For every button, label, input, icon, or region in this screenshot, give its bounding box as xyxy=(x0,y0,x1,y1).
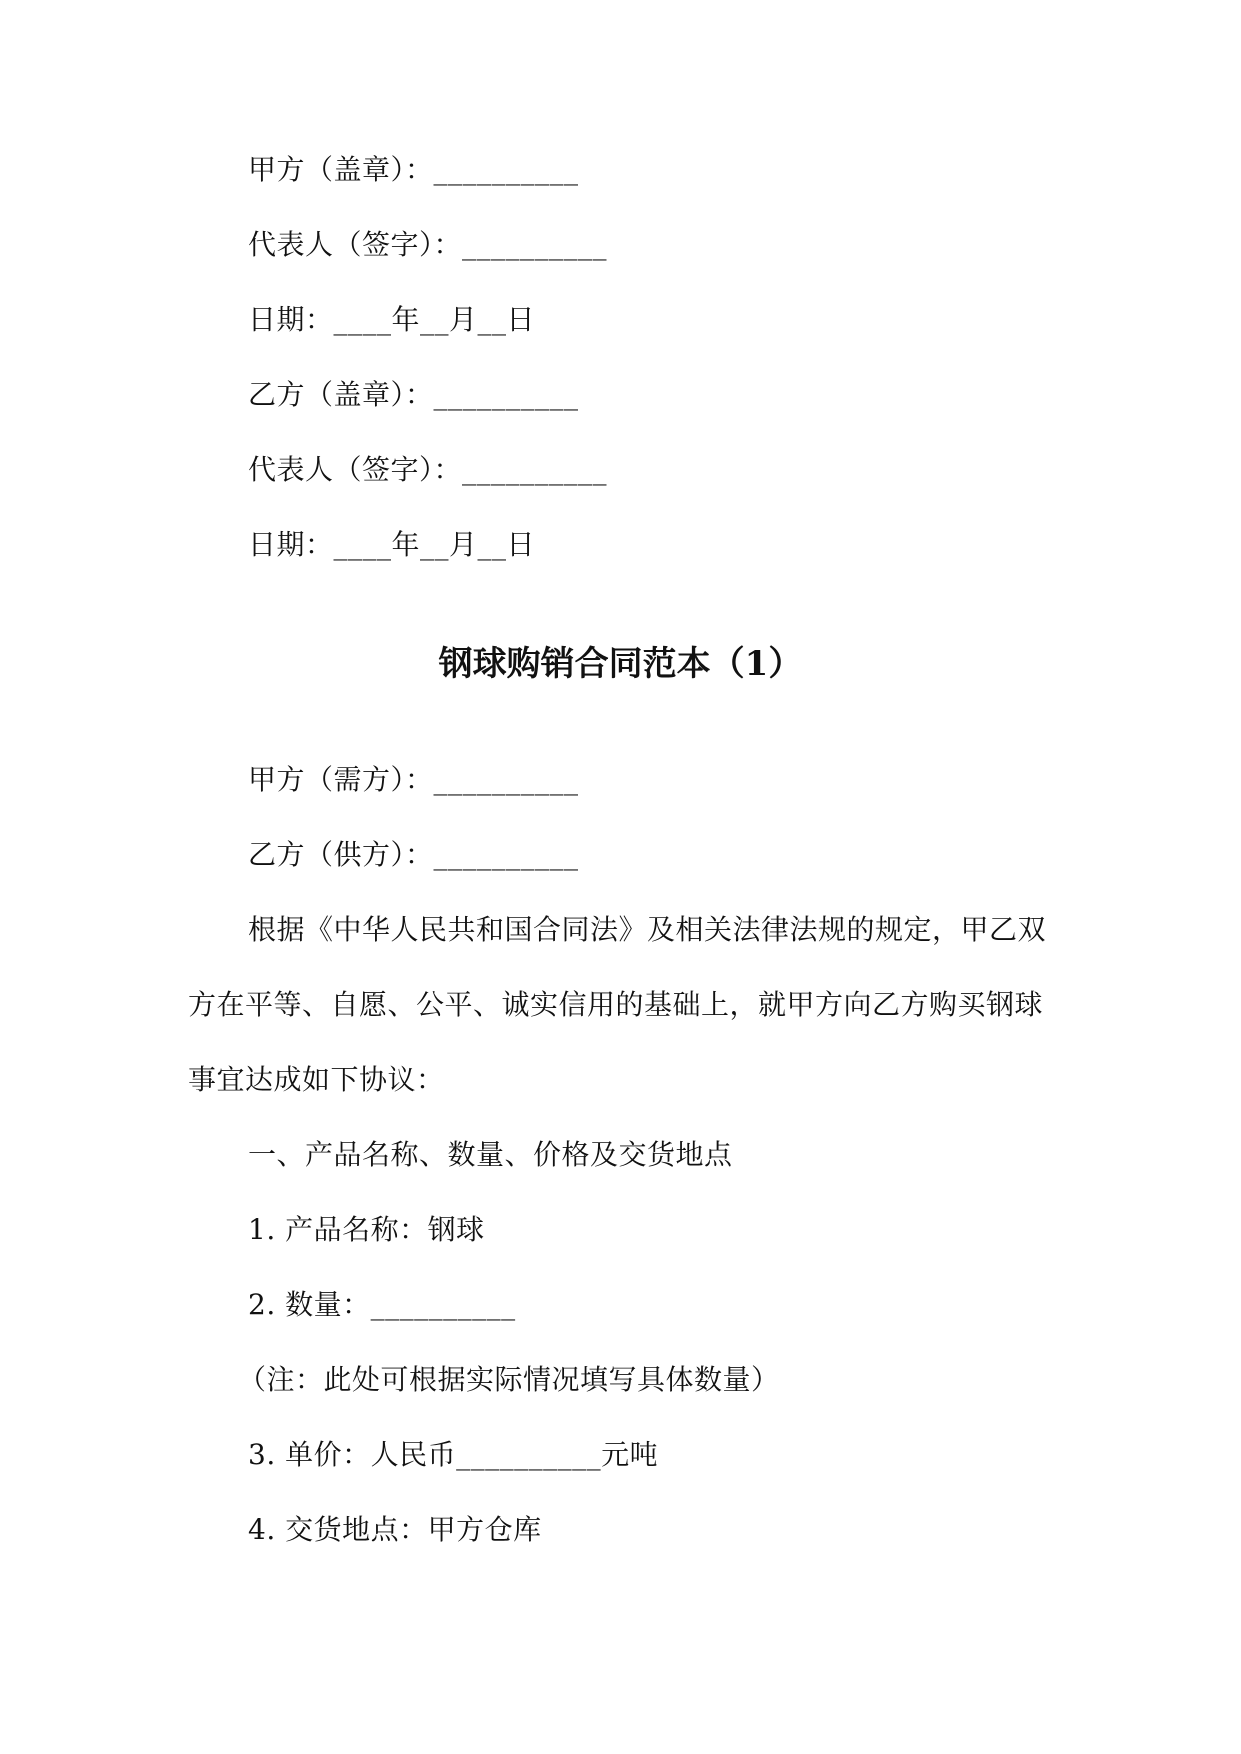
party-b-supplier-line: 乙方（供方）：__________ xyxy=(248,838,579,871)
item-3-unit-price: 3. 单价：人民币__________元吨 xyxy=(248,1438,659,1471)
preamble-line-1: 根据《中华人民共和国合同法》及相关法律法规的规定，甲乙双 xyxy=(248,913,1047,946)
rep-a-signature-line: 代表人（签字）：__________ xyxy=(248,228,608,261)
party-a-demander-line: 甲方（需方）：__________ xyxy=(248,763,579,796)
rep-b-signature-line: 代表人（签字）：__________ xyxy=(248,453,608,486)
preamble-line-3: 事宜达成如下协议： xyxy=(188,1063,445,1096)
party-b-seal-line: 乙方（盖章）：__________ xyxy=(248,378,579,411)
item-2-quantity: 2. 数量：__________ xyxy=(248,1288,516,1321)
party-a-seal-line: 甲方（盖章）：__________ xyxy=(248,153,579,186)
date-a-line: 日期：____年__月__日 xyxy=(248,303,536,336)
item-4-delivery-location: 4. 交货地点：甲方仓库 xyxy=(248,1513,542,1546)
item-1-product-name: 1. 产品名称：钢球 xyxy=(248,1213,485,1246)
contract-title: 钢球购销合同范本（1） xyxy=(438,644,803,684)
item-2-note: （注：此处可根据实际情况填写具体数量） xyxy=(238,1363,780,1396)
date-b-line: 日期：____年__月__日 xyxy=(248,528,536,561)
section-1-heading: 一、产品名称、数量、价格及交货地点 xyxy=(248,1138,733,1171)
preamble-line-2: 方在平等、自愿、公平、诚实信用的基础上，就甲方向乙方购买钢球 xyxy=(188,988,1044,1021)
